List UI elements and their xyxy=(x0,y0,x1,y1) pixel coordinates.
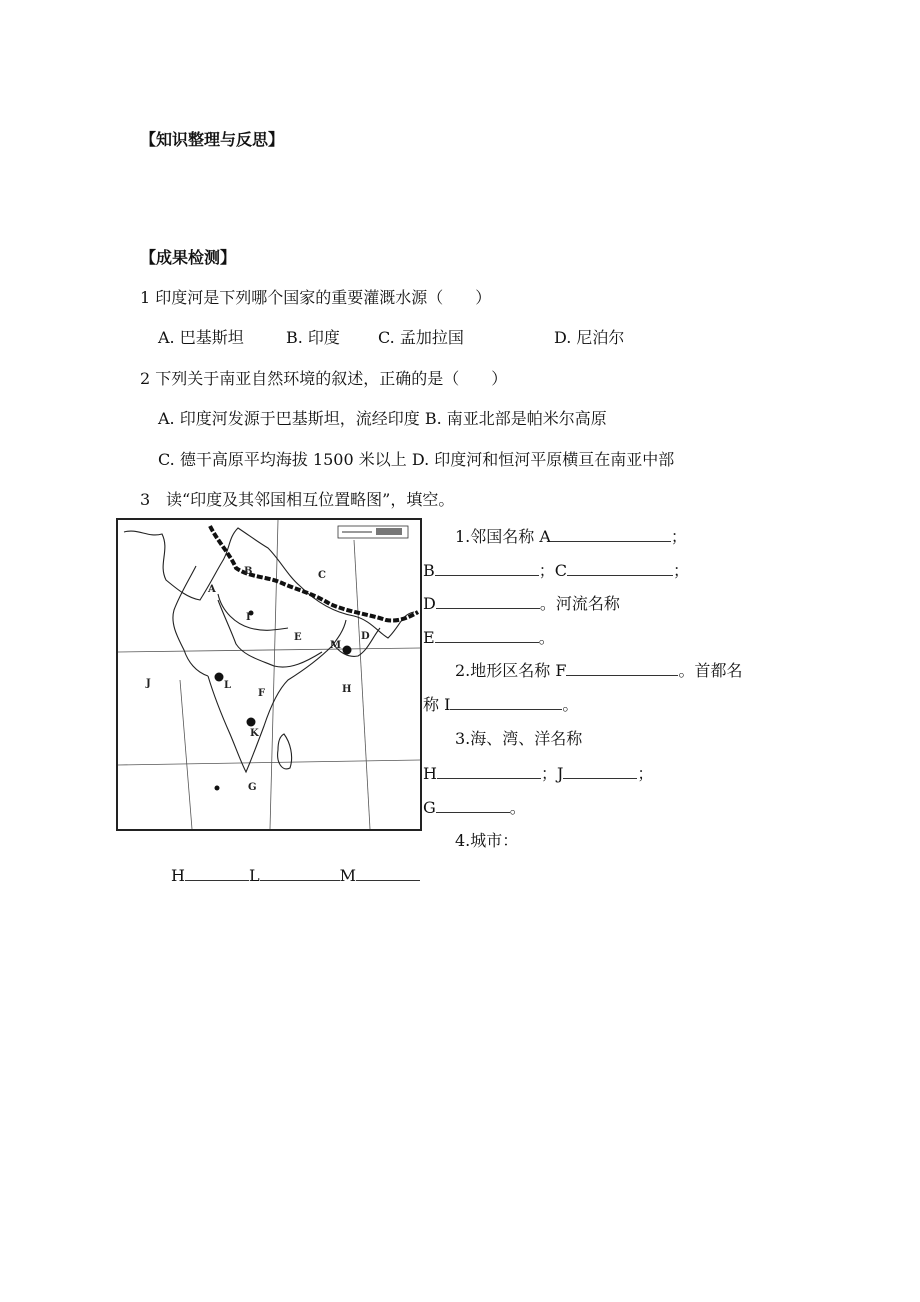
map-label-k: K xyxy=(250,728,259,739)
blank-j[interactable] xyxy=(563,763,637,779)
map-label-d: D xyxy=(361,631,370,642)
map-label-j: J xyxy=(146,678,151,689)
blank-f[interactable] xyxy=(566,660,678,676)
q3-item1-line4 xyxy=(423,627,555,648)
q3-item2-line1 xyxy=(455,660,742,681)
heading-reflection: 【知识整理与反思】 xyxy=(140,130,285,149)
map-label-c: C xyxy=(318,570,326,581)
q3-city-l-label: L xyxy=(248,866,260,885)
q3-item4-title: 4.城市： xyxy=(455,831,519,850)
map-label-b: B xyxy=(244,566,253,577)
map-label-a: A xyxy=(208,584,216,595)
blank-d[interactable] xyxy=(436,593,540,609)
blank-city-l[interactable] xyxy=(260,865,340,881)
q3-label-g: G xyxy=(423,798,436,817)
q3-semicolon: ； xyxy=(538,561,555,580)
blank-city-h[interactable] xyxy=(185,865,249,881)
q3-capital-label: 。首都名 xyxy=(678,661,743,680)
map-label-g: G xyxy=(248,782,257,793)
map-cities xyxy=(215,611,352,791)
q2-options-line2: C. 德干高原平均海拔 1500 米以上 D. 印度河和恒河平原横亘在南亚中部 xyxy=(158,450,675,469)
q2-stem: 2 下列关于南亚自然环境的叙述，正确的是（ ） xyxy=(140,369,508,388)
map-scale-box xyxy=(338,526,408,538)
map-label-l: L xyxy=(224,680,232,691)
map-label-h: H xyxy=(342,684,352,695)
blank-c[interactable] xyxy=(567,560,673,576)
q3-city-m-label: M xyxy=(339,866,356,885)
q3-label-j: J xyxy=(556,764,564,783)
q1-option-c: C. 孟加拉国 xyxy=(378,328,464,347)
q3-label-e: E xyxy=(423,628,435,647)
q3-stem-text: 读“印度及其邻国相互位置略图”，填空。 xyxy=(166,490,455,509)
q3-semicolon: ； xyxy=(670,527,687,546)
q3-item3-line2 xyxy=(423,797,526,818)
map-label-e: E xyxy=(294,632,302,643)
blank-city-m[interactable] xyxy=(356,865,420,881)
map-city-l-dot xyxy=(215,673,224,682)
q3-item3-line1 xyxy=(423,763,653,784)
q3-semicolon: ； xyxy=(673,561,690,580)
map-drawing xyxy=(118,520,420,829)
q2-options-line1: A. 印度河发源于巴基斯坦，流经印度 B. 南亚北部是帕米尔高原 xyxy=(158,409,607,428)
q3-item1-line2 xyxy=(423,560,689,581)
q3-semicolon: ； xyxy=(637,764,654,783)
map-gridline xyxy=(118,648,420,652)
q3-neighbor-label: 1.邻国名称 A xyxy=(455,527,551,546)
q3-label-c: C xyxy=(554,561,568,580)
blank-b[interactable] xyxy=(435,560,539,576)
map-city-m-dot xyxy=(343,646,352,655)
blank-g[interactable] xyxy=(436,797,510,813)
map-label-i: I xyxy=(246,612,251,623)
q3-river-label: 。河流名称 xyxy=(539,594,620,613)
map-gridline xyxy=(270,520,278,829)
blank-a[interactable] xyxy=(551,526,671,542)
heading-assessment: 【成果检测】 xyxy=(140,248,237,267)
map-label-m: M xyxy=(330,640,342,651)
map-city-k-dot xyxy=(247,718,256,727)
map-gridline xyxy=(118,760,420,765)
q3-number: 3 xyxy=(140,490,151,509)
q1-option-b: B. 印度 xyxy=(286,328,340,347)
q3-label-b: B xyxy=(423,561,435,580)
map-gridline xyxy=(180,680,192,829)
q3-capital-cont: 称 I xyxy=(423,695,451,714)
q1-option-d: D. 尼泊尔 xyxy=(554,328,625,347)
map-island-dot xyxy=(215,786,220,791)
q3-city-h-label: H xyxy=(171,866,185,885)
q3-semicolon: ； xyxy=(540,764,557,783)
blank-i[interactable] xyxy=(450,694,562,710)
south-asia-map xyxy=(116,518,422,831)
q3-item1-line1 xyxy=(455,526,687,547)
q3-landform-label: 2.地形区名称 F xyxy=(455,661,567,680)
q3-period: 。 xyxy=(562,695,579,714)
q1-option-a: A. 巴基斯坦 xyxy=(158,328,244,347)
q3-item2-line2 xyxy=(423,694,578,715)
q3-label-d: D xyxy=(423,594,436,613)
q3-cities-line xyxy=(171,865,420,886)
q3-stem xyxy=(140,490,454,510)
q3-period: 。 xyxy=(538,628,555,647)
blank-h[interactable] xyxy=(437,763,541,779)
q3-label-h: H xyxy=(423,764,437,783)
q1-options xyxy=(158,328,624,348)
q3-item3-title: 3.海、湾、洋名称 xyxy=(455,729,583,748)
map-label-f: F xyxy=(258,688,266,699)
map-mountain-border xyxy=(210,526,418,621)
map-gridline xyxy=(354,540,370,829)
blank-e[interactable] xyxy=(435,627,539,643)
q1-stem: 1 印度河是下列哪个国家的重要灌溉水源（ ） xyxy=(140,288,492,307)
q3-period: 。 xyxy=(509,798,526,817)
q3-item1-line3 xyxy=(423,593,620,614)
